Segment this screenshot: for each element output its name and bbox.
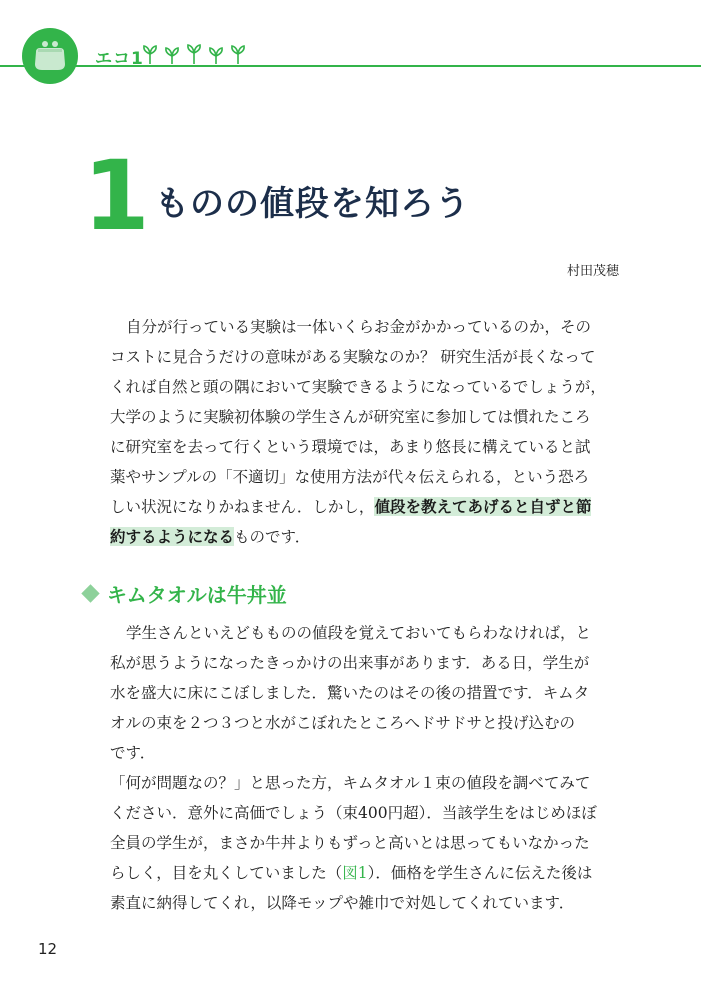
text-line: 薬やサンプルの「不適切」な使用方法が代々伝えられる，という恐ろ <box>110 468 590 486</box>
text-line: 素直に納得してくれ，以降モップや雑巾で対処してくれています． <box>110 894 575 912</box>
text-line: に研究室を去って行くという環境では，あまり悠長に構えていると試 <box>110 438 591 456</box>
text-line <box>110 522 620 552</box>
text-line: 全員の学生が，まさか牛丼よりもずっと高いとは思ってもいなかった <box>110 834 590 852</box>
text-line: 自分が行っている実験は一体いくらお金がかかっているのか，その <box>126 318 592 336</box>
section-title: キムタオルは牛丼並 <box>107 583 287 607</box>
series-label: エコ1 <box>95 49 144 69</box>
text-line: です． <box>110 744 156 762</box>
text-line: 大学のように実験初体験の学生さんが研究室に参加しては慣れたころ <box>110 408 591 426</box>
text-line: 学生さんといえどもものの値段を覚えておいてもらわなければ，と <box>126 624 592 642</box>
intro-paragraph <box>110 312 620 552</box>
diamond-icon <box>81 584 99 602</box>
text-line: ください．意外に高価でしょう（束400円超）．当該学生をはじめほぼ <box>110 804 597 822</box>
text-line <box>110 492 620 522</box>
text-line: 水を盛大に床にこぼしました．驚いたのはその後の措置です．キムタ <box>110 684 590 702</box>
chapter-number: 1 <box>83 140 150 252</box>
text-line <box>110 858 620 888</box>
purse-icon <box>32 40 68 72</box>
sprout-icon <box>140 42 250 66</box>
text-segment: ）．価格を学生さんに伝えた後は <box>367 864 593 882</box>
highlighted-phrase: 約するようになる <box>110 527 235 546</box>
text-line: 私が思うようになったきっかけの出来事があります．ある日，学生が <box>110 654 590 672</box>
text-line: 「何が問題なの？」と思った方，キムタオル１束の値段を調べてみて <box>110 774 591 792</box>
section-heading <box>78 579 287 608</box>
body-paragraph <box>110 618 620 918</box>
chapter-title: ものの値段を知ろう <box>155 184 470 224</box>
text-line: オルの束を２つ３つと水がこぼれたところへドサドサと投げ込むの <box>110 714 576 732</box>
figure-reference-link[interactable]: 図1 <box>342 864 368 882</box>
purse-badge <box>22 28 78 84</box>
text-segment: ものです． <box>234 528 311 546</box>
text-line: くれば自然と頭の隅において実験できるようになっているでしょうが， <box>110 378 606 396</box>
author-name: 村田茂穂 <box>566 264 619 279</box>
text-line: コストに見合うだけの意味がある実験なのか？ 研究生活が長くなって <box>110 348 596 366</box>
page-number: 12 <box>38 940 58 958</box>
highlighted-phrase: 値段を教えてあげると自ずと節 <box>374 497 592 516</box>
text-segment: らしく，目を丸くしていました（ <box>110 864 343 882</box>
text-segment: しい状況になりかねません．しかし， <box>110 498 375 516</box>
